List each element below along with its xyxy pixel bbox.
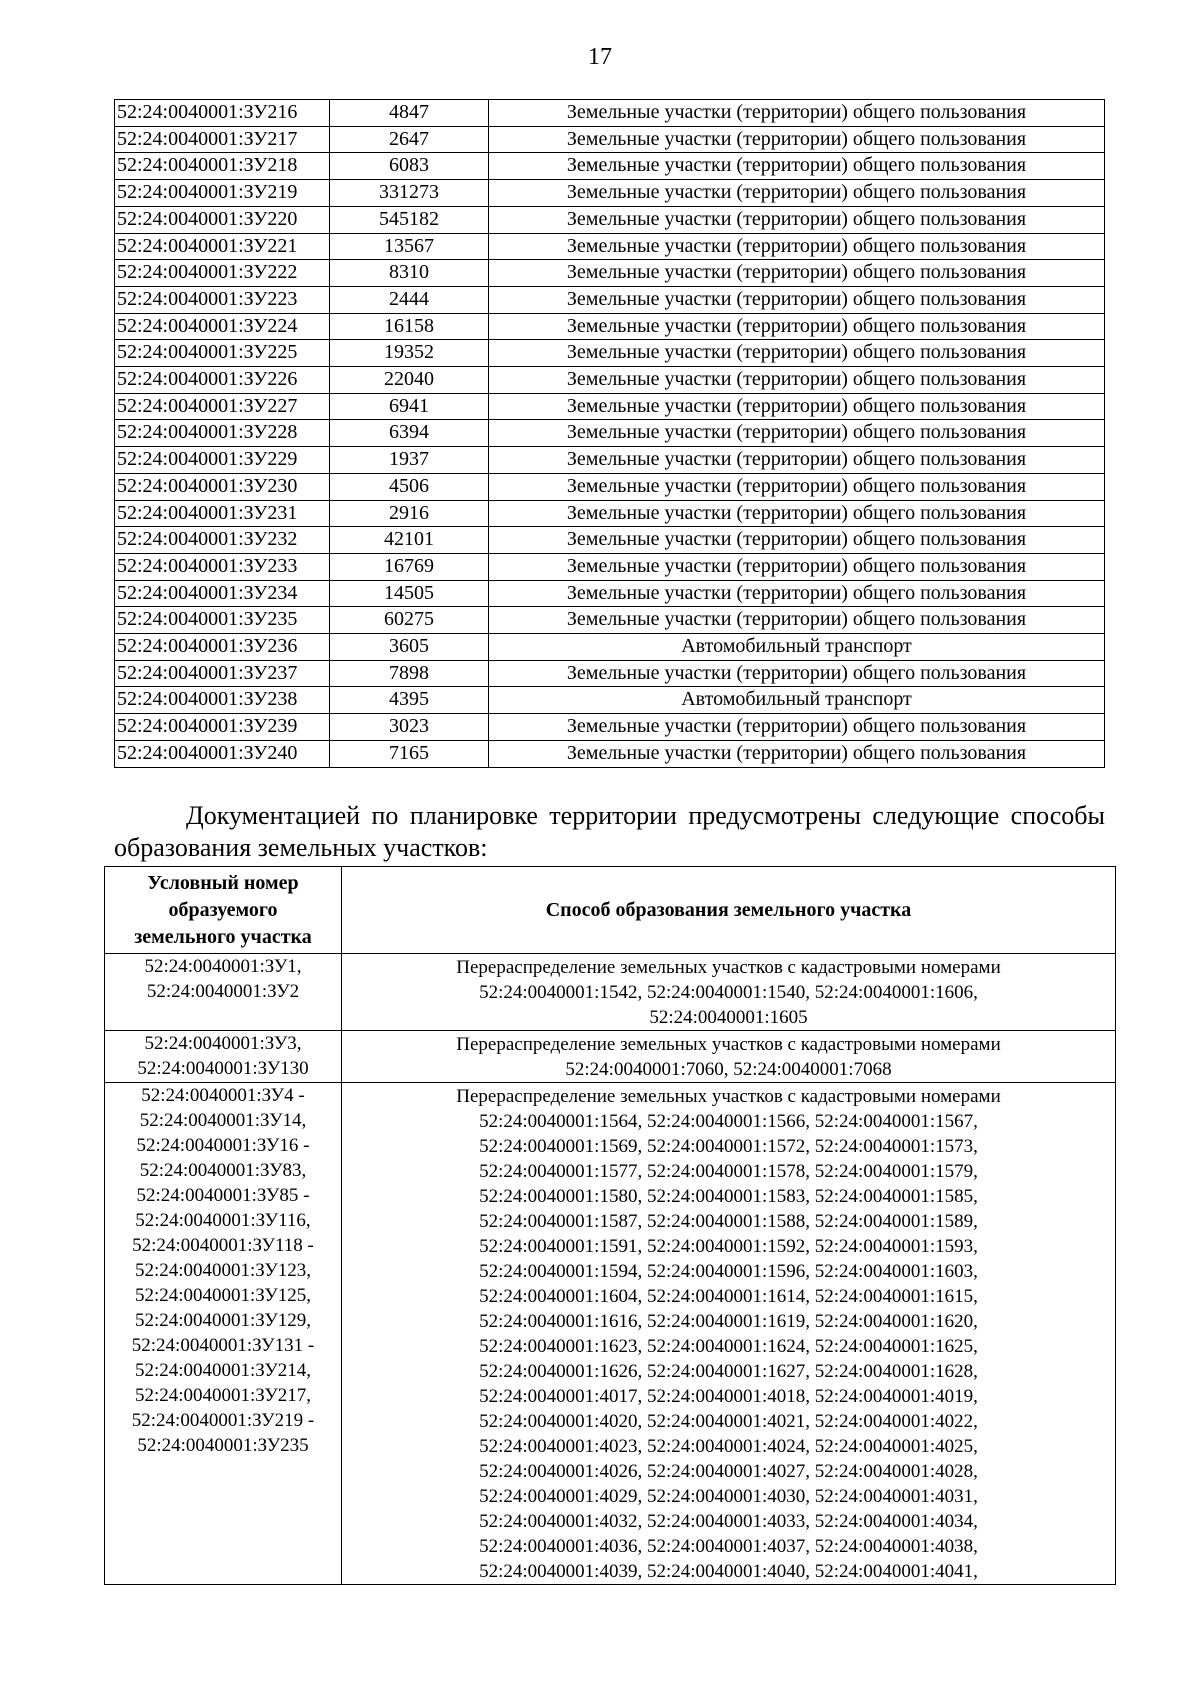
header-plot-line: Условный номер	[147, 871, 299, 894]
purpose-cell: Земельные участки (территории) общего пользования	[489, 260, 1105, 287]
area-cell: 60275	[330, 607, 489, 634]
plot-number-line: 52:24:0040001:ЗУ214,	[134, 1360, 312, 1381]
plot-id-cell: 52:24:0040001:ЗУ233	[115, 553, 330, 580]
method-line: 52:24:0040001:1623, 52:24:0040001:1624, 52:24:0040001:1625,	[479, 1336, 978, 1357]
area-cell: 2444	[330, 286, 489, 313]
plot-id-cell: 52:24:0040001:ЗУ224	[115, 313, 330, 340]
area-cell: 42101	[330, 527, 489, 554]
purpose-cell: Земельные участки (территории) общего пользования	[489, 126, 1105, 153]
table-row	[115, 153, 1105, 180]
table-row	[115, 447, 1105, 474]
area-cell: 331273	[330, 180, 489, 207]
table-row	[115, 420, 1105, 447]
table-row	[115, 580, 1105, 607]
table-row	[105, 1083, 1116, 1585]
plot-id-cell: 52:24:0040001:ЗУ231	[115, 500, 330, 527]
method-line: 52:24:0040001:1616, 52:24:0040001:1619, 52:24:0040001:1620,	[479, 1311, 978, 1332]
plot-number-line: 52:24:0040001:ЗУ1,	[144, 956, 302, 977]
method-line: 52:24:0040001:1569, 52:24:0040001:1572, 52:24:0040001:1573,	[479, 1136, 978, 1157]
method-line: 52:24:0040001:4017, 52:24:0040001:4018, 52:24:0040001:4019,	[479, 1386, 978, 1407]
table-row	[115, 206, 1105, 233]
area-cell: 16158	[330, 313, 489, 340]
method-line: Перераспределение земельных участков с кадастровыми номерами	[456, 1034, 1001, 1055]
plot-numbers-cell	[105, 1083, 342, 1585]
plot-number-line: 52:24:0040001:ЗУ125,	[134, 1285, 312, 1306]
table-row	[105, 954, 1116, 1031]
purpose-cell: Земельные участки (территории) общего пользования	[489, 447, 1105, 474]
formation-table	[104, 866, 1116, 1585]
formation-table-header-row	[105, 867, 1116, 954]
purpose-cell: Земельные участки (территории) общего пользования	[489, 500, 1105, 527]
area-cell: 6083	[330, 153, 489, 180]
plot-number-line: 52:24:0040001:ЗУ219 -	[131, 1410, 315, 1431]
method-line: 52:24:0040001:1564, 52:24:0040001:1566, 52:24:0040001:1567,	[479, 1111, 978, 1132]
purpose-cell: Земельные участки (территории) общего пользования	[489, 607, 1105, 634]
purpose-cell: Автомобильный транспорт	[489, 687, 1105, 714]
method-line: 52:24:0040001:1542, 52:24:0040001:1540, 52:24:0040001:1606,	[479, 982, 978, 1003]
area-cell: 2916	[330, 500, 489, 527]
plot-id-cell: 52:24:0040001:ЗУ221	[115, 233, 330, 260]
plot-id-cell: 52:24:0040001:ЗУ236	[115, 634, 330, 661]
plot-number-line: 52:24:0040001:ЗУ2	[146, 981, 300, 1002]
plot-id-cell: 52:24:0040001:ЗУ230	[115, 473, 330, 500]
purpose-cell: Земельные участки (территории) общего пользования	[489, 420, 1105, 447]
area-cell: 545182	[330, 206, 489, 233]
plot-id-cell: 52:24:0040001:ЗУ226	[115, 367, 330, 394]
plot-id-cell: 52:24:0040001:ЗУ229	[115, 447, 330, 474]
plot-number-line: 52:24:0040001:ЗУ16 -	[136, 1135, 310, 1156]
table-row	[115, 740, 1105, 767]
table-row	[115, 634, 1105, 661]
method-line: 52:24:0040001:1626, 52:24:0040001:1627, 52:24:0040001:1628,	[479, 1361, 978, 1382]
plot-id-cell: 52:24:0040001:ЗУ227	[115, 393, 330, 420]
table-row	[115, 714, 1105, 741]
purpose-cell: Земельные участки (территории) общего пользования	[489, 233, 1105, 260]
plot-id-cell: 52:24:0040001:ЗУ222	[115, 260, 330, 287]
plot-id-cell: 52:24:0040001:ЗУ238	[115, 687, 330, 714]
area-cell: 1937	[330, 447, 489, 474]
plot-id-cell: 52:24:0040001:ЗУ239	[115, 714, 330, 741]
plot-number-line: 52:24:0040001:ЗУ118 -	[132, 1235, 314, 1256]
plot-id-cell: 52:24:0040001:ЗУ240	[115, 740, 330, 767]
purpose-cell: Земельные участки (территории) общего пользования	[489, 313, 1105, 340]
purpose-cell: Земельные участки (территории) общего пользования	[489, 740, 1105, 767]
method-line: 52:24:0040001:1587, 52:24:0040001:1588, 52:24:0040001:1589,	[479, 1211, 978, 1232]
purpose-cell: Земельные участки (территории) общего пользования	[489, 286, 1105, 313]
table-row	[115, 286, 1105, 313]
header-plot-line: земельного участка	[134, 925, 312, 948]
method-line: 52:24:0040001:4029, 52:24:0040001:4030, 52:24:0040001:4031,	[479, 1486, 978, 1507]
method-line: 52:24:0040001:1605	[649, 1007, 808, 1028]
allotment-table-body	[115, 100, 1105, 768]
plot-id-cell: 52:24:0040001:ЗУ219	[115, 180, 330, 207]
formation-table-body	[105, 954, 1116, 1585]
method-line: 52:24:0040001:4032, 52:24:0040001:4033, 52:24:0040001:4034,	[479, 1511, 978, 1532]
intro-paragraph: Документацией по планировке территории предусмотрены следующие способы образования земельных участков:	[114, 801, 1105, 862]
plot-id-cell: 52:24:0040001:ЗУ217	[115, 126, 330, 153]
plot-id-cell: 52:24:0040001:ЗУ237	[115, 660, 330, 687]
table-row	[115, 126, 1105, 153]
method-line: 52:24:0040001:4039, 52:24:0040001:4040, 52:24:0040001:4041,	[479, 1561, 978, 1582]
area-cell: 22040	[330, 367, 489, 394]
area-cell: 7165	[330, 740, 489, 767]
plot-id-cell: 52:24:0040001:ЗУ232	[115, 527, 330, 554]
table-row	[115, 260, 1105, 287]
area-cell: 7898	[330, 660, 489, 687]
table-row	[115, 180, 1105, 207]
purpose-cell: Земельные участки (территории) общего пользования	[489, 473, 1105, 500]
purpose-cell: Земельные участки (территории) общего пользования	[489, 714, 1105, 741]
purpose-cell: Земельные участки (территории) общего пользования	[489, 580, 1105, 607]
area-cell: 16769	[330, 553, 489, 580]
table-row	[115, 607, 1105, 634]
table-row	[115, 313, 1105, 340]
header-plot-line: образуемого	[168, 898, 278, 921]
plot-id-cell: 52:24:0040001:ЗУ228	[115, 420, 330, 447]
method-cell	[342, 1031, 1116, 1083]
purpose-cell: Земельные участки (территории) общего пользования	[489, 100, 1105, 127]
purpose-cell: Земельные участки (территории) общего пользования	[489, 393, 1105, 420]
plot-id-cell: 52:24:0040001:ЗУ216	[115, 100, 330, 127]
header-plot-number	[105, 867, 342, 954]
table-row	[115, 687, 1105, 714]
table-row	[115, 393, 1105, 420]
area-cell: 4395	[330, 687, 489, 714]
method-line: 52:24:0040001:4023, 52:24:0040001:4024, 52:24:0040001:4025,	[479, 1436, 978, 1457]
plot-number-line: 52:24:0040001:ЗУ217,	[134, 1385, 312, 1406]
method-line: 52:24:0040001:4026, 52:24:0040001:4027, 52:24:0040001:4028,	[479, 1461, 978, 1482]
area-cell: 3023	[330, 714, 489, 741]
plot-number-line: 52:24:0040001:ЗУ235	[137, 1435, 309, 1456]
plot-id-cell: 52:24:0040001:ЗУ218	[115, 153, 330, 180]
plot-id-cell: 52:24:0040001:ЗУ225	[115, 340, 330, 367]
area-cell: 2647	[330, 126, 489, 153]
method-cell	[342, 954, 1116, 1031]
plot-number-line: 52:24:0040001:ЗУ116,	[135, 1210, 311, 1231]
plot-id-cell: 52:24:0040001:ЗУ234	[115, 580, 330, 607]
plot-number-line: 52:24:0040001:ЗУ85 -	[136, 1185, 310, 1206]
plot-number-line: 52:24:0040001:ЗУ4 -	[141, 1085, 305, 1106]
table-row	[115, 233, 1105, 260]
purpose-cell: Автомобильный транспорт	[489, 634, 1105, 661]
table-row	[115, 527, 1105, 554]
area-cell: 19352	[330, 340, 489, 367]
purpose-cell: Земельные участки (территории) общего пользования	[489, 340, 1105, 367]
table-row	[115, 367, 1105, 394]
plot-number-line: 52:24:0040001:ЗУ123,	[134, 1260, 312, 1281]
area-cell: 3605	[330, 634, 489, 661]
table-row	[115, 340, 1105, 367]
method-line: 52:24:0040001:1591, 52:24:0040001:1592, 52:24:0040001:1593,	[479, 1236, 978, 1257]
table-row	[115, 473, 1105, 500]
purpose-cell: Земельные участки (территории) общего пользования	[489, 527, 1105, 554]
method-cell	[342, 1083, 1116, 1585]
purpose-cell: Земельные участки (территории) общего пользования	[489, 553, 1105, 580]
area-cell: 8310	[330, 260, 489, 287]
plot-numbers-cell	[105, 1031, 342, 1083]
table-row	[115, 100, 1105, 127]
method-line: 52:24:0040001:1580, 52:24:0040001:1583, 52:24:0040001:1585,	[479, 1186, 978, 1207]
method-line: 52:24:0040001:4020, 52:24:0040001:4021, 52:24:0040001:4022,	[479, 1411, 978, 1432]
method-line: Перераспределение земельных участков с кадастровыми номерами	[456, 1086, 1001, 1107]
page-number: 17	[588, 44, 612, 70]
method-line: 52:24:0040001:1577, 52:24:0040001:1578, 52:24:0040001:1579,	[479, 1161, 978, 1182]
table-row	[115, 660, 1105, 687]
plot-numbers-cell	[105, 954, 342, 1031]
area-cell: 13567	[330, 233, 489, 260]
plot-number-line: 52:24:0040001:ЗУ14,	[139, 1110, 307, 1131]
area-cell: 4847	[330, 100, 489, 127]
method-line: 52:24:0040001:1594, 52:24:0040001:1596, 52:24:0040001:1603,	[479, 1261, 978, 1282]
purpose-cell: Земельные участки (территории) общего пользования	[489, 367, 1105, 394]
purpose-cell: Земельные участки (территории) общего пользования	[489, 180, 1105, 207]
plot-number-line: 52:24:0040001:ЗУ83,	[139, 1160, 307, 1181]
area-cell: 14505	[330, 580, 489, 607]
table-row	[115, 553, 1105, 580]
method-line: 52:24:0040001:7060, 52:24:0040001:7068	[565, 1059, 892, 1080]
header-method: Способ образования земельного участка	[342, 867, 1116, 954]
plot-number-line: 52:24:0040001:ЗУ131 -	[131, 1335, 315, 1356]
table-row	[115, 500, 1105, 527]
purpose-cell: Земельные участки (территории) общего пользования	[489, 206, 1105, 233]
allotment-table	[114, 99, 1105, 768]
plot-number-line: 52:24:0040001:ЗУ3,	[144, 1033, 302, 1054]
plot-id-cell: 52:24:0040001:ЗУ223	[115, 286, 330, 313]
area-cell: 6394	[330, 420, 489, 447]
purpose-cell: Земельные участки (территории) общего пользования	[489, 153, 1105, 180]
table-row	[105, 1031, 1116, 1083]
plot-id-cell: 52:24:0040001:ЗУ220	[115, 206, 330, 233]
plot-id-cell: 52:24:0040001:ЗУ235	[115, 607, 330, 634]
area-cell: 6941	[330, 393, 489, 420]
purpose-cell: Земельные участки (территории) общего пользования	[489, 660, 1105, 687]
plot-number-line: 52:24:0040001:ЗУ130	[137, 1058, 309, 1079]
method-line: Перераспределение земельных участков с кадастровыми номерами	[456, 957, 1001, 978]
method-line: 52:24:0040001:1604, 52:24:0040001:1614, 52:24:0040001:1615,	[479, 1286, 978, 1307]
plot-number-line: 52:24:0040001:ЗУ129,	[134, 1310, 312, 1331]
method-line: 52:24:0040001:4036, 52:24:0040001:4037, 52:24:0040001:4038,	[479, 1536, 978, 1557]
area-cell: 4506	[330, 473, 489, 500]
